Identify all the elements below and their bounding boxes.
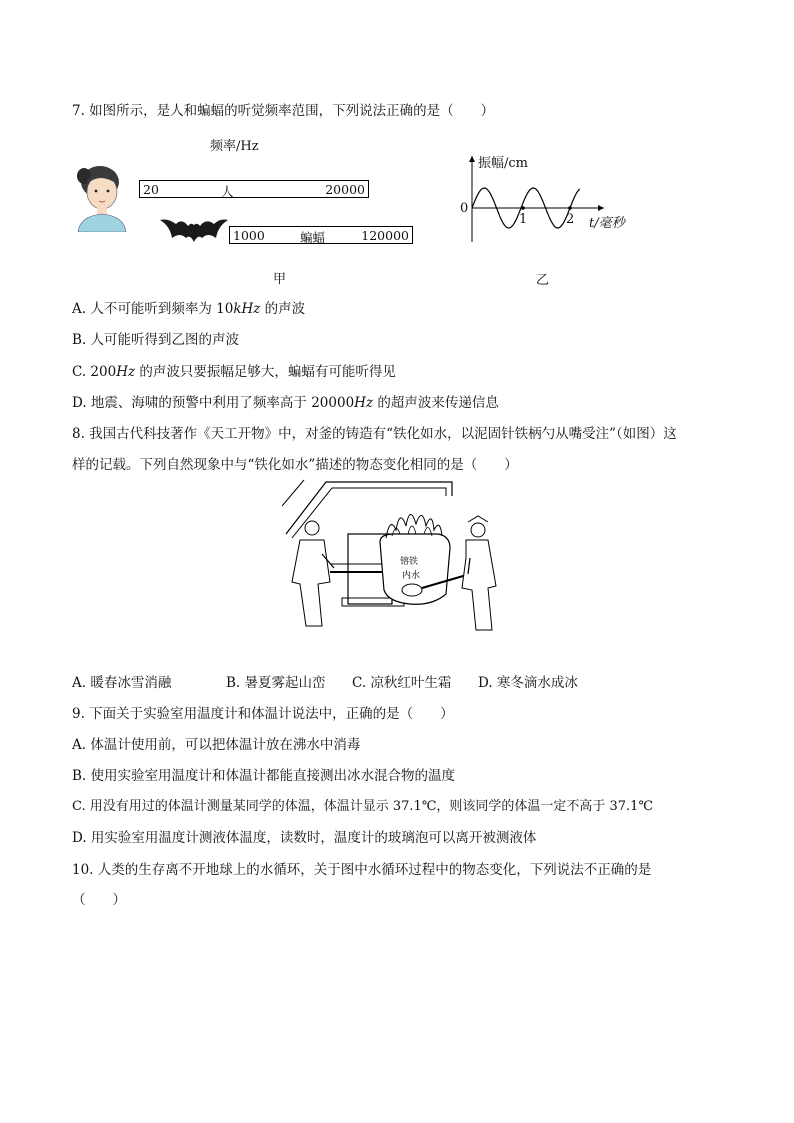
bat-low-freq: 1000 — [233, 228, 265, 243]
origin-label: 0 — [460, 201, 469, 216]
figure-jia-caption: 甲 — [273, 272, 287, 287]
q7-option-c: C. 200Hz 的声波只要振幅足够大，蝙蝠有可能听得见 — [72, 364, 396, 380]
q9-option-a: A. 体温计使用前，可以把体温计放在沸水中消毒 — [72, 737, 361, 753]
q8-stem-line1: 8. 我国古代科技著作《天工开物》中，对釜的铸造有“铁化如水，以泥固针铁柄勺从嘴受注”（如图）这 — [72, 426, 677, 442]
bat-hearing-range-box — [229, 226, 413, 244]
q9-option-c: C. 用没有用过的体温计测量某同学的体温，体温计显示 37.1℃，则该同学的体温一定不高于 37.1℃ — [72, 799, 653, 814]
q10-stem-line2: （ ） — [72, 892, 126, 908]
q9-option-d: D. 用实验室用温度计测液体温度，读数时，温度计的玻璃泡可以离开被测液体 — [72, 830, 537, 846]
human-hearing-range-box — [139, 180, 369, 198]
q8-option-b: B. 暑夏雾起山峦 — [226, 675, 326, 691]
human-label: 人 — [221, 184, 234, 199]
bat-illustration — [158, 212, 230, 248]
tick-point-1 — [521, 206, 525, 210]
q9-stem: 9. 下面关于实验室用温度计和体温计说法中，正确的是（ ） — [72, 706, 454, 722]
q7-option-b: B. 人可能听得到乙图的声波 — [72, 332, 240, 348]
tick-label-1: 1 — [519, 212, 528, 227]
tick-point-2 — [568, 206, 572, 210]
furnace-text-1: 镕铁 — [400, 557, 419, 567]
bat-high-freq: 120000 — [361, 228, 409, 243]
tick-label-2: 2 — [566, 212, 575, 227]
girl-illustration — [70, 162, 132, 232]
q9-option-b: B. 使用实验室用温度计和体温计都能直接测出冰水混合物的温度 — [72, 768, 456, 784]
q8-option-d: D. 寒冬滴水成冰 — [478, 675, 578, 691]
iron-casting-illustration — [282, 478, 522, 640]
frequency-axis-label: 频率/Hz — [210, 139, 259, 154]
q7-option-d: D. 地震、海啸的预警中利用了频率高于 20000Hz 的超声波来传递信息 — [72, 395, 499, 411]
human-high-freq: 20000 — [325, 182, 365, 197]
time-axis-label: t/毫秒 — [589, 216, 625, 231]
furnace-text-2: 内水 — [402, 571, 421, 581]
q8-option-c: C. 凉秋红叶生霜 — [352, 675, 452, 691]
human-low-freq: 20 — [143, 182, 159, 197]
q7-stem: 7. 如图所示，是人和蝙蝠的听觉频率范围，下列说法正确的是（ ） — [72, 103, 495, 119]
q7-option-a: A. 人不可能听到频率为 10kHz 的声波 — [72, 301, 306, 317]
bat-label: 蝙蝠 — [300, 230, 326, 245]
amplitude-axis-label: 振幅/cm — [478, 156, 528, 171]
q10-stem-line1: 10. 人类的生存离不开地球上的水循环，关于图中水循环过程中的物态变化，下列说法不正确的是 — [72, 862, 652, 878]
q8-option-a: A. 暖春冰雪消融 — [72, 675, 172, 691]
figure-yi-caption: 乙 — [536, 273, 550, 288]
q8-stem-line2: 样的记载。下列自然现象中与“铁化如水”描述的物态变化相同的是（ ） — [72, 457, 518, 473]
